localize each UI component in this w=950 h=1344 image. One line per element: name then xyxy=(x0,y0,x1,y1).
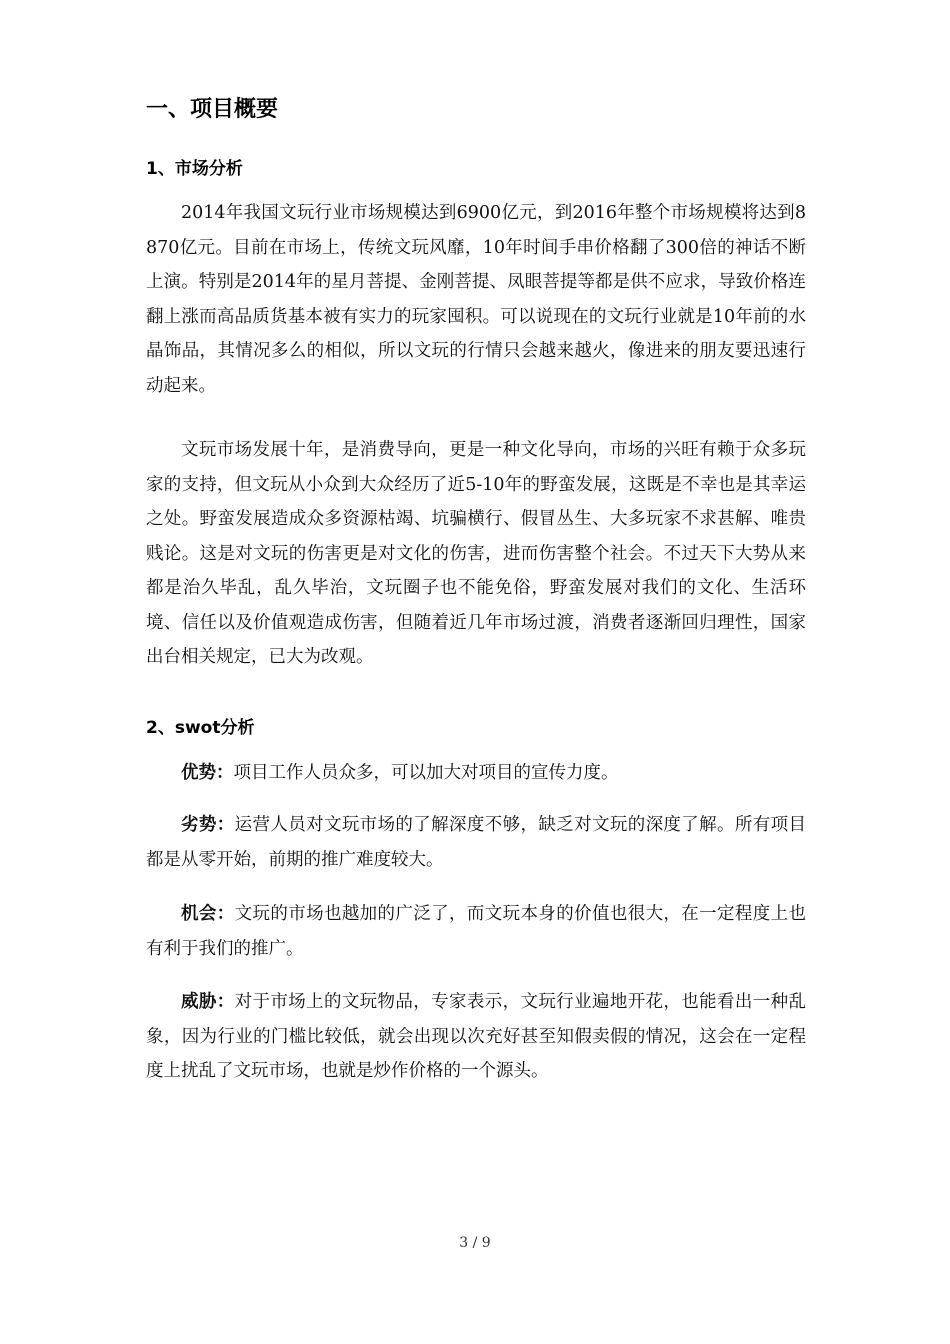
swot-text: 运营人员对文玩市场的了解深度不够，缺乏对文玩的深度了解。所有项目都是从零开始，前期的推广难度较大。 xyxy=(146,815,807,870)
page-heading: 一、项目概要 xyxy=(146,97,279,122)
swot-text: 对于市场上的文玩物品，专家表示，文玩行业遍地开花，也能看出一种乱象，因为行业的门槛比较低，就会出现以次充好甚至知假卖假的情况，这会在一定程度上扰乱了文玩市场，也就是炒作价格的一个源头。 xyxy=(146,992,807,1081)
swot-text: 项目工作人员众多，可以加大对项目的宣传力度。 xyxy=(233,763,619,783)
swot-strengths xyxy=(146,756,806,791)
swot-label: 劣势： xyxy=(181,815,235,835)
swot-threats xyxy=(146,985,806,1089)
swot-label: 优势： xyxy=(181,763,234,783)
swot-text: 文玩的市场也越加的广泛了，而文玩本身的价值也很大，在一定程度上也有利于我们的推广。 xyxy=(146,904,807,959)
section-title-market-analysis: 1、市场分析 xyxy=(146,159,243,179)
page-number: 3 / 9 xyxy=(459,1235,491,1251)
swot-opportunities xyxy=(146,897,806,966)
paragraph-market-1: 2014年我国文玩行业市场规模达到6900亿元，到2016年整个市场规模将达到8870亿元。目前在市场上，传统文玩风靡，10年时间手串价格翻了300倍的神话不断上演。特别是2014年的星月菩提、金刚菩提、凤眼菩提等都是供不应求，导致价格连翻上涨而高品质货基本被有实力的玩家囤积。可以说现在的文玩行业就是10年前的水晶饰品，其情况多么的相似，所以文玩的行情只会越来越火，像进来的朋友要迅速行动起来。 xyxy=(146,203,806,396)
section-title-swot: 2、swot分析 xyxy=(146,718,255,738)
paragraph-market-2: 文玩市场发展十年，是消费导向，更是一种文化导向，市场的兴旺有赖于众多玩家的支持，但文玩从小众到大众经历了近5-10年的野蛮发展，这既是不幸也是其幸运之处。野蛮发展造成众多资源枯竭、坑骗横行、假冒丛生、大多玩家不求甚解、唯贵贱论。这是对文玩的伤害更是对文化的伤害，进而伤害整个社会。不过天下大势从来都是治久毕乱，乱久毕治，文玩圈子也不能免俗，野蛮发展对我们的文化、生活环境、信任以及价值观造成伤害，但随着近几年市场过渡，消费者逐渐回归理性，国家出台相关规定，已大为改观。 xyxy=(146,440,806,667)
swot-label: 威胁： xyxy=(181,992,235,1012)
swot-weaknesses xyxy=(146,808,806,877)
swot-label: 机会： xyxy=(181,904,235,924)
